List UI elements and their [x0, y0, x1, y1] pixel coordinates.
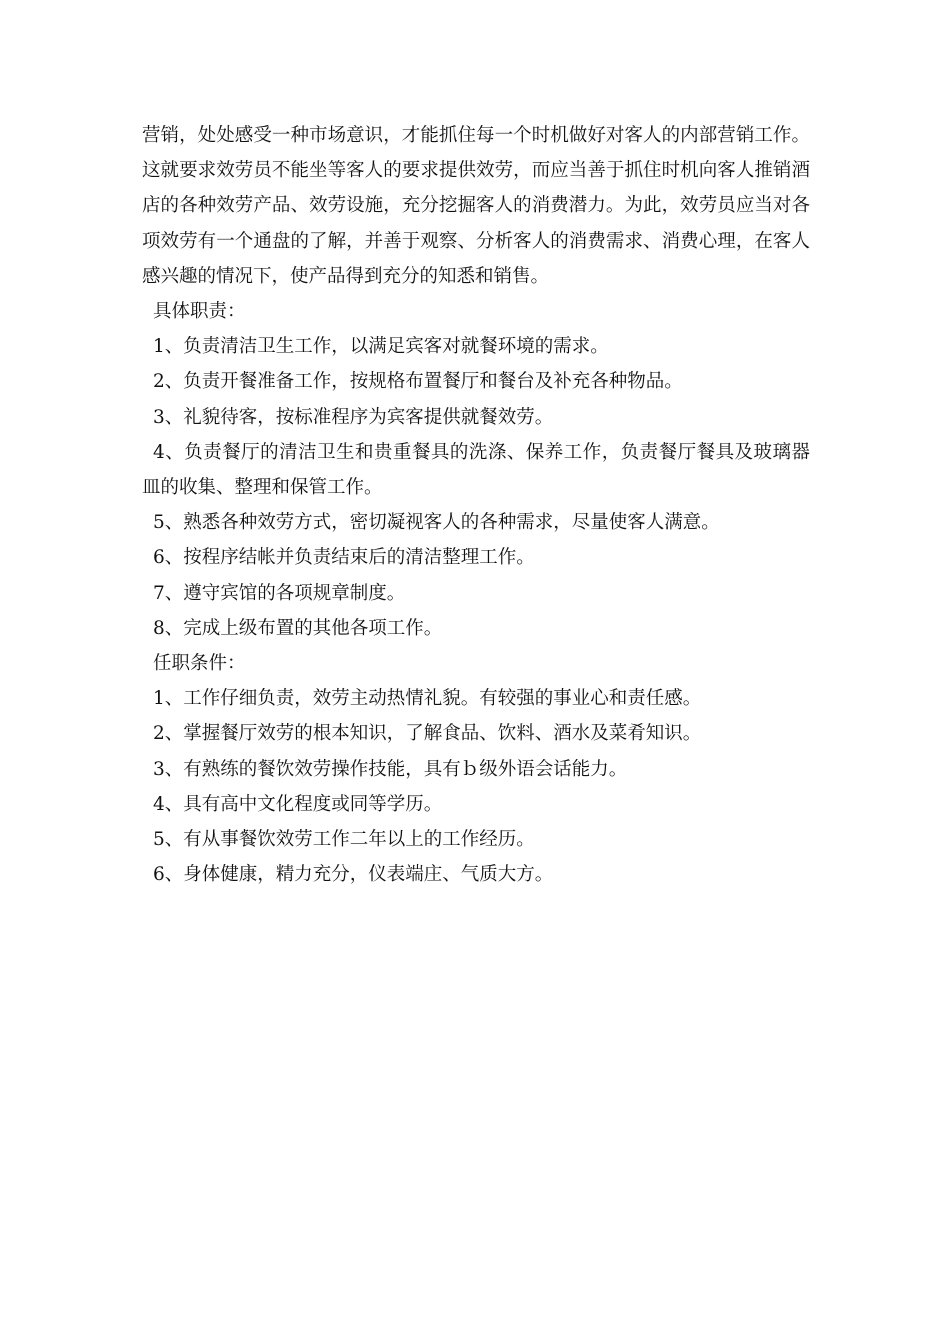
duty-item: 1、负责清洁卫生工作，以满足宾客对就餐环境的需求。 — [153, 336, 609, 358]
duty-item: 4、负责餐厅的清洁卫生和贵重餐具的洗涤、保养工作，负责餐厅餐具及玻璃器皿的收集、整理和保管工作。 — [142, 441, 810, 499]
duty-item: 5、熟悉各种效劳方式，密切凝视客人的各种需求，尽量使客人满意。 — [153, 512, 720, 534]
requirements-heading: 任职条件： — [153, 653, 246, 675]
duty-item: 7、遵守宾馆的各项规章制度。 — [153, 582, 406, 604]
requirement-item: 4、具有高中文化程度或同等学历。 — [153, 793, 443, 815]
duty-item: 6、按程序结帐并负责结束后的清洁整理工作。 — [153, 547, 535, 569]
duties-heading: 具体职责： — [153, 301, 246, 323]
duties-section — [142, 294, 810, 646]
requirement-item: 3、有熟练的餐饮效劳操作技能，具有ｂ级外语会话能力。 — [153, 758, 628, 780]
intro-paragraph: 营销，处处感受一种市场意识，才能抓住每一个时机做好对客人的内部营销工作。这就要求效劳员不能坐等客人的要求提供效劳，而应当善于抓住时机向客人推销酒店的各种效劳产品、效劳设施，充分挖掘客人的消费潜力。为此，效劳员应当对各项效劳有一个通盘的了解，并善于观察、分析客人的消费需求、消费心理，在客人感兴趣的情况下，使产品得到充分的知悉和销售。 — [142, 125, 810, 287]
requirements-section — [142, 646, 810, 892]
requirement-item: 5、有从事餐饮效劳工作二年以上的工作经历。 — [153, 829, 535, 851]
requirement-item: 1、工作仔细负责，效劳主动热情礼貌。有较强的事业心和责任感。 — [153, 688, 702, 710]
duty-item: 3、礼貌待客，按标准程序为宾客提供就餐效劳。 — [153, 406, 554, 428]
requirement-item: 2、掌握餐厅效劳的根本知识，了解食品、饮料、酒水及菜肴知识。 — [153, 723, 702, 745]
requirement-item: 6、身体健康，精力充分，仪表端庄、气质大方。 — [153, 864, 554, 886]
duty-item: 8、完成上级布置的其他各项工作。 — [153, 617, 443, 639]
duty-item: 2、负责开餐准备工作，按规格布置餐厅和餐台及补充各种物品。 — [153, 371, 683, 393]
document-body — [142, 118, 810, 892]
